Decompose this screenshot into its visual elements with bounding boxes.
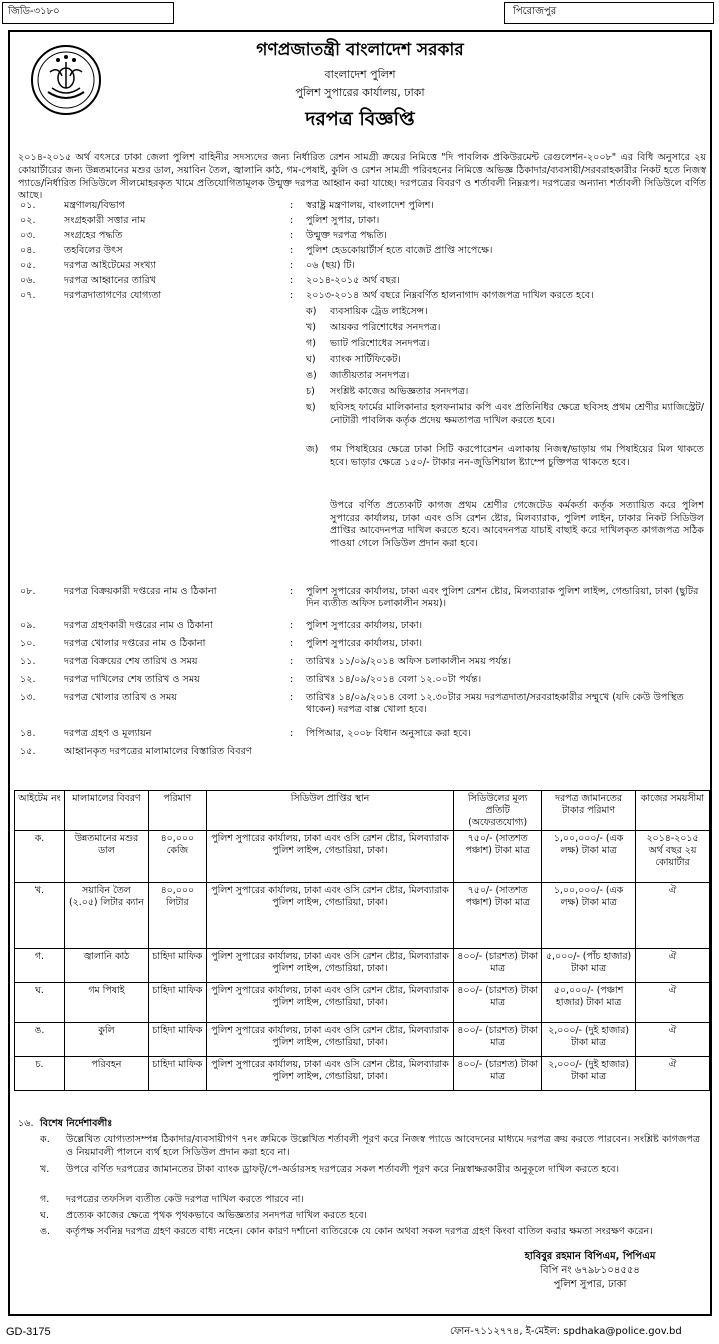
- gd-number-top: জিডি-৩১৮০: [2, 2, 174, 24]
- table-row: চ. পরিবহন চাহিদা মাফিক পুলিশ সুপারের কার্যালয়, ঢাকা এবং ওসি রেশন ষ্টোর, মিলব্যারাক পুলিশ লাইন্স, গেন্ডারিয়া, ঢাকা। ৪০০/- (চারশত) টাকা মাত্র ২,০০০/- (দুই হাজার) টাকা মাত্র ঐ: [15, 1057, 710, 1091]
- intro-paragraph: ২০১৪-২০১৫ অর্থ বৎসরে ঢাকা জেলা পুলিশ বাহিনীর সদস্যদের জন্য নির্ধারিত রেশন সামগ্রী ক্রয়ের নিমিত্তে "দি পাবলিক প্রকিউরমেন্ট রেগুলেশন-২০০৮" এর বিধি অনুসারে ২য় কোয়ার্টারের জন্য উন্নতমানের মশুর ডাল, সয়াবিন তৈল, জ্বালানি কাঠ, গম-পেষাই, কুলি ও রেশন সামগ্রী পরিবহনের নিমিত্তে অভিজ্ঞ ঠিকাদার/ব্যবসায়ী/সরবরাহকারীর নিকট হতে নিজস্ব প্যাডে/নির্ধারিত সিডিউলে সীলমোহরকৃত খামে প্রতিযোগিতামূলক উন্মুক্ত দরপত্র আহ্বান করা যাচ্ছে। দরপত্রের বিবরণ ও শর্তাবলী নিম্নরূপ। দরপত্রের অন্যান্য শর্তাবলী সিডিউলে বর্ণিত আছে।: [18, 152, 706, 202]
- footer: [0, 1316, 719, 1344]
- table-row: গ. জ্বালানি কাঠ চাহিদা মাফিক পুলিশ সুপারের কার্যালয়, ঢাকা এবং ওসি রেশন ষ্টোর, মিলব্যারাক পুলিশ লাইন্স, গেন্ডারিয়া, ঢাকা। ৪০০/- (চারশত) টাকা মাত্র ৫,০০০/- (পাঁচ হাজার) টাকা মাত্র ঐ: [15, 949, 710, 983]
- signature-block: [470, 1250, 710, 1292]
- table-row: ঘ. গম পিষাই চাহিদা মাফিক পুলিশ সুপারের কার্যালয়, ঢাকা এবং ওসি রেশন ষ্টোর, মিলব্যারাক পুলিশ লাইন্স, গেন্ডারিয়া, ঢাকা। ৪০০/- (চারশত) টাকা মাত্র ৫০,০০০/- (পঞ্চাশ হাজার) টাকা মাত্র ঐ: [15, 983, 710, 1023]
- government-title: গণপ্রজাতন্ত্রী বাংলাদেশ সরকার: [256, 40, 464, 60]
- signatory-name: হাবিবুর রহমান বিপিএম, পিপিএম: [524, 1251, 656, 1262]
- tender-items-table: [14, 790, 710, 1091]
- signatory-bp-number: বিপি নং ৬৭৯৮১০৪৫৫৪: [540, 1265, 640, 1276]
- district-label: পিরোজপুর: [504, 2, 714, 24]
- table-row: ক. উন্নতমানের মশুর ডাল ৪০,০০০ কেজি পুলিশ সুপারের কার্যালয়, ঢাকা এবং ওসি রেশন ষ্টোর, মিলব্যারাক পুলিশ লাইন্স, গেন্ডারিয়া, ঢাকা। ৭৫০/- (সাতশত পঞ্চাশ) টাকা মাত্র ১,০০,০০০/- (এক লক্ষ) টাকা মাত্র ২০১৪-২০১৫ অর্থ বছর ২য় কোয়ার্টার: [15, 831, 710, 883]
- table-row: ঙ. কুলি চাহিদা মাফিক পুলিশ সুপারের কার্যালয়, ঢাকা এবং ওসি রেশন ষ্টোর, মিলব্যারাক পুলিশ লাইন্স, গেন্ডারিয়া, ঢাকা। ৪০০/- (চারশত) টাকা মাত্র ২,০০০/- (দুই হাজার) টাকা মাত্র ঐ: [15, 1023, 710, 1057]
- signatory-designation: পুলিশ সুপার, ঢাকা: [553, 1279, 627, 1290]
- office-name: পুলিশ সুপারের কার্যালয়, ঢাকা: [295, 86, 425, 99]
- gd-number-bottom: GD-3175: [6, 1326, 51, 1338]
- notice-frame: গণপ্রজাতন্ত্রী বাংলাদেশ সরকার বাংলাদেশ পুলিশ পুলিশ সুপারের কার্যালয়, ঢাকা দরপত্র বিজ্ঞপ্তি ২০১৪-২০১৫ অর্থ বৎসরে ঢাকা জেলা পুলিশ বাহিনীর সদস্যদের জন্য নির্ধারিত রেশন সামগ্রী ক্রয়ের নিমিত্তে "দি পাবলিক প্রকিউরমেন্ট রেগুলেশন-২০০৮" এর বিধি অনুসারে ২য় কোয়ার্টারের জন্য উন্নতমানের মশুর ডাল, সয়াবিন তৈল, জ্বালানি কাঠ, গম-পেষাই, কুলি ও রেশন সামগ্রী পরিবহনের নিমিত্তে অভিজ্ঞ ঠিকাদার/ব্যবসায়ী/সরবরাহকারীর নিকট হতে নিজস্ব প্যাডে/নির্ধারিত সিডিউলে সীলমোহরকৃত খামে প্রতিযোগিতামূলক উন্মুক্ত দরপত্র আহ্বান করা যাচ্ছে। দরপত্রের বিবরণ ও শর্তাবলী নিম্নরূপ। দরপত্রের অন্যান্য শর্তাবলী সিডিউলে বর্ণিত আছে। ০১. মন্ত্রণালয়/বিভাগ : স্বরাষ্ট্র মন্ত্রণালয়, বাংলাদেশ পুলিশ। ০২. সংগ্রহকারী সত্তার নাম : পুলিশ সুপার, ঢাকা। ০৩. সংগ্রহের পদ্ধতি : উন্মুক্ত দরপত্র পদ্ধতি। ০৪. তহবিলের উৎস : পুলিশ হেডকোয়ার্টার্স হতে বাজেট প্রাপ্তি সাপেক্ষে। ০৫. দরপত্র আইটেমের সংখ্যা : ০৬ (ছয়) টি। ০৬. দরপত্র আহ্বানের তারিখ : ২০১৪-২০১৫ অর্থ বছর। ০৭. দরপত্রদাতাগণের যোগ্যতা : ২০১৩-২০১৪ অর্থ বছরে নিম্নবর্ণিত হালনাগাদ কাগজপত্র দাখিল করতে হবে। ক) ব্যবসায়িক ট্রেড লাইসেন্স। খ) আয়কর পরিশোধের সনদপত্র। গ) ভ্যাট পরিশোধের সনদপত্র। ঘ) ব্যাংক সার্টিফিকেট। ঙ) জাতীয়তার সনদপত্র। চ) সংশ্লিষ্ট কাজের অভিজ্ঞতার সনদপত্র। ছ) ছবিসহ ফার্মের মালিকানার হলফনামার কপি এবং প্রতিনিধির ক্ষেত্রে ছবিসহ প্রথম শ্রেণীর ম্যাজিস্ট্রেট/নোটারী পাবলিক কর্তৃক প্রদেয় ক্ষমতাপত্র দাখিল করতে হবে। জ) গম পিষাইয়ের ক্ষেত্রে ঢাকা সিটি করপোরেশন এলাকায় নিজস্ব/ভাড়ায় গম পিষাইয়ের মিল থাকতে হবে। ভাড়ার ক্ষেত্রে ১৫০/- টাকার নন-জুডিশিয়াল ষ্ট্যাম্পে চুক্তিপত্র থাকতে হবে। উপরে বর্ণিত প্রত্যেকটি কাগজ প্রথম শ্রেণীর গেজেটেড কর্মকর্তা কর্তৃক সত্যায়িত করে পুলিশ সুপারের কার্যালয়, ঢাকা এবং ওসি রেশন ষ্টোর, মিলব্যারাক, পুলিশ লাইন, ঢাকার নিকট সিডিউল প্রাপ্তির আবেদনপত্র দাখিল করতে হবে। আবেদনপত্র যাচাই বাছাই করে দাখিলকৃত কাগজপত্র সঠিক পাওয়া গেলে সিডিউল প্রদান করা হবে। ০৮. দরপত্র বিক্রয়কারী দপ্তরের নাম ও ঠিকানা : পুলিশ সুপারের কার্যালয়, ঢাকা এবং পুলিশ রেশন ষ্টোর, মিলব্যারাক পুলিশ লাইন্স, গেন্ডারিয়া, ঢাকা (ছুটির দিন ব্যতীত অফিস চলাকালীন সময়)। ০৯. দরপত্র গ্রহণকারী দপ্তরের নাম ও ঠিকানা : পুলিশ সুপারের কার্যালয়, ঢাকা। ১০. দরপত্র খোলার দপ্তরের নাম ও ঠিকানা : পুলিশ সুপারের কার্যালয়, ঢাকা। ১১. দরপত্র বিক্রয়ের শেষ তারিখ ও সময় : তারিখঃ ১১/০৯/২০১৪ অফিস চলাকালীন সময় পর্যন্ত। ১২. দরপত্র দাখিলের শেষ তারিখ ও সময় : তারিখঃ ১৪/০৯/২০১৪ বেলা ১২.০০টা পর্যন্ত। ১৩. দরপত্র খোলার তারিখ ও সময় : তারিখঃ ১৪/০৯/২০১৪ বেলা ১২.৩০টার সময় দরপত্রদাতা/সরবরাহকারীর সম্মুখে (যদি কেউ উপস্থিত থাকেন) দরপত্র বাক্স খোলা হবে। ১৪. দরপত্র গ্রহণ ও মূল্যায়ন : পিপিআর, ২০০৮ বিধান অনুসারে করা হবে। ১৫. আহ্বানকৃত দরপত্রের মালামালের বিস্তারিত বিবরণ আইটেম নং মালামালের বিবরণ পরিমাণ সিডিউল প্রাপ্তির স্থান সিডিউলের মূল্য প্রতিটি (অফেরতযোগ্য) দরপত্র জামানতের টাকার পরিমাণ কাজের সময়সীমা ক. উন্নতমানের মশুর ডাল ৪০,০০০ কেজি পুলিশ সুপারের কার্যালয়, ঢাকা এবং ওসি রেশন ষ্টোর, মিলব্যারাক পুলিশ লাইন্স, গেন্ডারিয়া, ঢাকা। ৭৫০/- (সাতশত পঞ্চাশ) টাকা মাত্র ১,০০,০০০/- (এক লক্ষ) টাকা মাত্র ২০১৪-২০১৫ অর্থ বছর ২য় কোয়ার্টার খ. সয়াবিন তৈল (২.০৫) লিটার ক্যান ৪০,০০০ লিটার পুলিশ সুপারের কার্যালয়, ঢাকা এবং ওসি রেশন ষ্টোর, মিলব্যারাক পুলিশ লাইন্স, গেন্ডারিয়া, ঢাকা। ৭৫০/- (সাতশত পঞ্চাশ) টাকা মাত্র ১,০০,০০০/- (এক লক্ষ) টাকা মাত্র ঐ গ. জ্বালানি কাঠ চাহিদা মাফিক পুলিশ সুপারের কার্যালয়, ঢাকা এবং ওসি রেশন ষ্টোর, মিলব্যারাক পুলিশ লাইন্স, গেন্ডারিয়া, ঢাকা। ৪০০/- (চারশত) টাকা মাত্র ৫,০০০/- (পাঁচ হাজার) টাকা মাত্র ঐ ঘ. গম পিষাই চাহিদা মাফিক পুলিশ সুপারের কার্যালয়, ঢাকা এবং ওসি রেশন ষ্টোর, মিলব্যারাক পুলিশ লাইন্স, গেন্ডারিয়া, ঢাকা। ৪০০/- (চারশত) টাকা মাত্র ৫০,০০০/- (পঞ্চাশ হাজার) টাকা মাত্র ঐ ঙ. কুলি চাহিদা মাফিক পুলিশ সুপারের কার্যালয়, ঢাকা এবং ওসি রেশন ষ্টোর, মিলব্যারাক পুলিশ লাইন্স, গেন্ডারিয়া, ঢাকা। ৪০০/- (চারশত) টাকা মাত্র ২,০০০/- (দুই হাজার) টাকা মাত্র ঐ চ. পরিবহন চাহিদা মাফিক পুলিশ সুপারের কার্যালয়, ঢাকা এবং ওসি রেশন ষ্টোর, মিলব্যারাক পুলিশ লাইন্স, গেন্ডারিয়া, ঢাকা। ৪০০/- (চারশত) টাকা মাত্র ২,০০০/- (দুই হাজার) টাকা মাত্র ঐ ১৬. বিশেষ নির্দেশাবলীঃ ক. উল্লেখিত যোগ্যতাসম্পন্ন ঠিকাদার/ব্যবসায়ীগণ ৭নং ক্রমিকে উল্লেখিত শর্তাবলী পূরণ করে নিজস্ব প্যাডে আবেদনের মাধ্যমে দরপত্র ক্রয় করতে পারবেন। সংশ্লিষ্ট কাগজপত্র ও নিয়মাবলী পালনে ব্যর্থ হলে সিডিউল প্রদান করা হবে না। খ. উপরে বর্ণিত দরপত্রের জামানতের টাকা ব্যাংক ড্রাফট্/পে-অর্ডারসহ দরপত্রের সকল শর্তাবলী পূরণ করে নিম্নস্বাক্ষরকারীর অনুকূলে দাখিল করতে হবে। গ. দরপত্রের তফসিল ব্যতীত কেউ দরপত্র দাখিল করতে পারবে না। ঘ. প্রত্যেক কাজের ক্ষেত্রে পৃথক পৃথকভাবে অভিজ্ঞতার সনদপত্র দাখিল করতে হবে। ঙ. কর্তৃপক্ষ সর্বনিম্ন দরপত্র গ্রহণ করতে বাধ্য নহেন। কোন কারণ দর্শানো ব্যতিরেকে যে কোন অথবা সকল দরপত্র গ্রহণ কিংবা বাতিল করার ক্ষমতা সংরক্ষণ করেন। হাবিবুর রহমান বিপিএম, পিপিএম বিপি নং ৬৭৯৮১০৪৫৫৪ পুলিশ সুপার, ঢাকা: [8, 30, 712, 1316]
- notice-title: দরপত্র বিজ্ঞপ্তি: [305, 108, 415, 130]
- table-header-row: আইটেম নং মালামালের বিবরণ পরিমাণ সিডিউল প্রাপ্তির স্থান সিডিউলের মূল্য প্রতিটি (অফেরতযোগ্য) দরপত্র জামানতের টাকার পরিমাণ কাজের সময়সীমা: [15, 791, 710, 831]
- table-row: খ. সয়াবিন তৈল (২.০৫) লিটার ক্যান ৪০,০০০ লিটার পুলিশ সুপারের কার্যালয়, ঢাকা এবং ওসি রেশন ষ্টোর, মিলব্যারাক পুলিশ লাইন্স, গেন্ডারিয়া, ঢাকা। ৭৫০/- (সাতশত পঞ্চাশ) টাকা মাত্র ১,০০,০০০/- (এক লক্ষ) টাকা মাত্র ঐ: [15, 883, 710, 949]
- department-name: বাংলাদেশ পুলিশ: [324, 68, 396, 81]
- top-bar: [0, 0, 719, 26]
- contact-info: ফোন-৭১১২৭৭৪, ই-মেইল: spdhaka@police.gov.bd: [450, 1326, 682, 1337]
